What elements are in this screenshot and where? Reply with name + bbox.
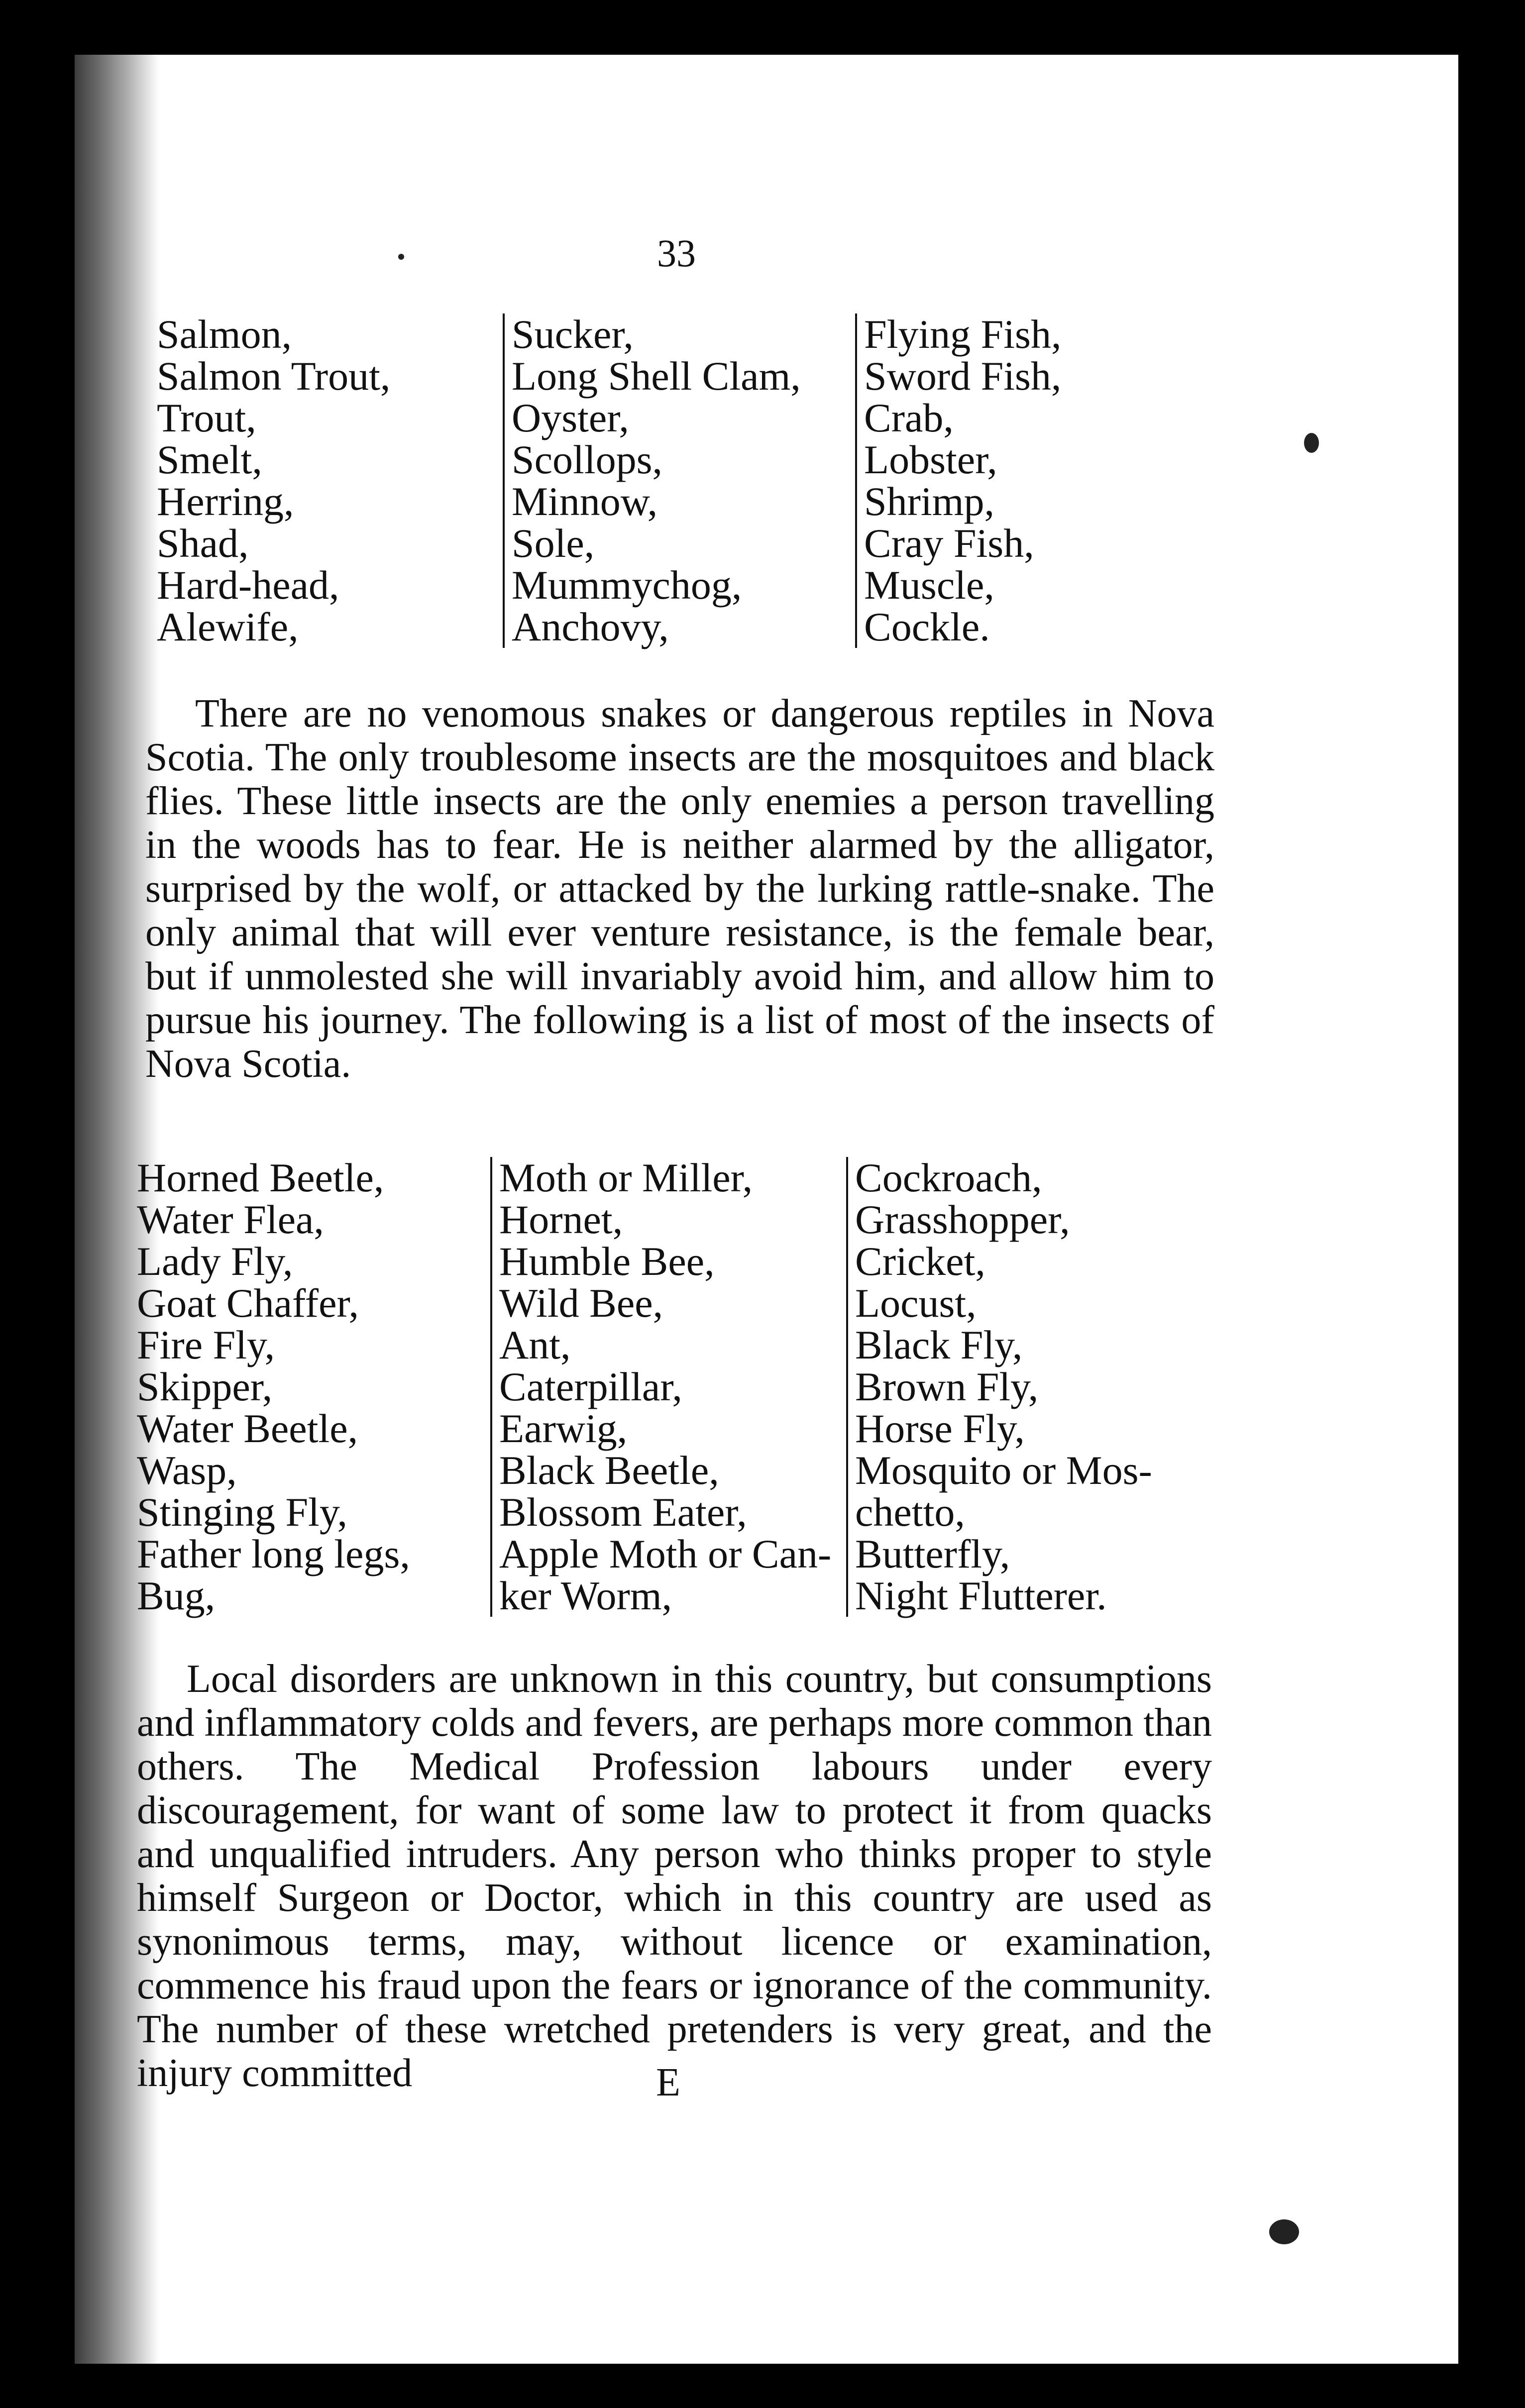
insect-list-item: Ant, (499, 1322, 571, 1367)
insect-list-item: Black Fly, (855, 1322, 1023, 1367)
insect-list-item: Wasp, (137, 1448, 237, 1493)
insect-list-item: Black Beetle, (499, 1448, 719, 1493)
fish-list-item: Minnow, (512, 479, 658, 524)
fish-list-item: Anchovy, (512, 604, 669, 649)
fish-list-item: Mummychog, (512, 562, 742, 608)
insect-list-item: Brown Fly, (855, 1364, 1039, 1409)
paragraph-disorders-text: Local disorders are unknown in this country, but consumptions and inflammatory colds and fevers, are perhaps more common than others. The Medical Profession labours under every discouragement, for want of some law to protect it from quacks and unqualified intruders. Any person who thinks proper to style himself Surgeon or Doctor, which in this country are used as synonimous terms, may, without licence or examination, commence his fraud upon the fears or ignorance of the community. The number of these wretched pretenders is very great, and the injury committed (137, 1657, 1212, 2095)
fish-list-item: Herring, (157, 479, 294, 524)
ink-speck (1269, 2219, 1299, 2244)
insect-list-item: Apple Moth or Can- (499, 1531, 832, 1576)
insect-list-item: Fire Fly, (137, 1322, 275, 1367)
insect-list-item: Butterfly, (855, 1531, 1010, 1576)
page-number: 33 (657, 231, 696, 275)
fish-list-item: Sword Fish, (864, 353, 1062, 399)
ink-speck (398, 254, 404, 260)
insect-list-item: Wild Bee, (499, 1280, 663, 1326)
fish-list-column-2 (503, 314, 801, 648)
insect-list-column-3 (846, 1157, 1152, 1617)
fish-list-item: Sole, (512, 521, 595, 566)
fish-list-item: Muscle, (864, 562, 994, 608)
insect-list-item: Cockroach, (855, 1155, 1042, 1200)
insect-list-column-2 (490, 1157, 831, 1617)
paragraph-reptiles-text: There are no venomous snakes or dangerous reptiles in Nova Scotia. The only troublesome insects are the mosquitoes and black flies. These little insects are the only enemies a person travelling in the woods has to fear. He is neither alarmed by the alligator, surprised by the wolf, or attacked by the lurking rattle-snake. The only animal that will ever venture resistance, is the female bear, but if unmolested she will invariably avoid him, and allow him to pursue his journey. The following is a list of most of the insects of Nova Scotia. (145, 692, 1214, 1086)
fish-list-item: Alewife, (157, 604, 299, 649)
fish-list-item: Flying Fish, (864, 312, 1062, 357)
fish-list-item: Salmon, (157, 312, 292, 357)
fish-list-item: Shrimp, (864, 479, 994, 524)
insect-list-item: Goat Chaffer, (137, 1280, 359, 1326)
insect-list-item: Water Beetle, (137, 1406, 358, 1451)
fish-list-item: Scollops, (512, 437, 662, 482)
fish-list-item: Oyster, (512, 395, 629, 440)
ink-speck (1304, 433, 1319, 453)
insect-list-item: Bug, (137, 1573, 216, 1618)
insect-list-item: Skipper, (137, 1364, 273, 1409)
insect-list-item: Night Flutterer. (855, 1573, 1107, 1618)
fish-list-column-1 (157, 314, 390, 648)
insect-list-item: Blossom Eater, (499, 1489, 747, 1535)
fish-list-item: Cray Fish, (864, 521, 1034, 566)
insect-list-column-1 (137, 1157, 410, 1617)
insect-list-item: Humble Bee, (499, 1239, 715, 1284)
paragraph-reptiles (145, 692, 1214, 1086)
insect-list-item: ker Worm, (499, 1573, 672, 1618)
fish-list-item: Lobster, (864, 437, 997, 482)
fish-list-item: Hard-head, (157, 562, 339, 608)
paragraph-disorders (137, 1657, 1212, 2095)
fish-list-item: Cockle. (864, 604, 990, 649)
insect-list-item: Cricket, (855, 1239, 985, 1284)
insect-list-item: Hornet, (499, 1197, 623, 1242)
fish-list-column-3 (855, 314, 1061, 648)
insect-list-item: Stinging Fly, (137, 1489, 348, 1535)
fish-list-item: Smelt, (157, 437, 262, 482)
insect-list-item: Mosquito or Mos- (855, 1448, 1152, 1493)
insect-list-item: Earwig, (499, 1406, 628, 1451)
insect-list-item: Horse Fly, (855, 1406, 1025, 1451)
insect-list-item: Moth or Miller, (499, 1155, 753, 1200)
fish-list-item: Sucker, (512, 312, 634, 357)
insect-list-item: Father long legs, (137, 1531, 410, 1576)
insect-list-item: Lady Fly, (137, 1239, 293, 1284)
fish-list-item: Trout, (157, 395, 256, 440)
fish-list-item: Salmon Trout, (157, 353, 391, 399)
insect-list-item: Horned Beetle, (137, 1155, 384, 1200)
insect-list-item: Water Flea, (137, 1197, 324, 1242)
fish-list-item: Long Shell Clam, (512, 353, 801, 399)
fish-list-item: Crab, (864, 395, 954, 440)
insect-list-item: Grasshopper, (855, 1197, 1070, 1242)
signature-mark: E (656, 2061, 680, 2104)
fish-list-item: Shad, (157, 521, 249, 566)
insect-list-item: Caterpillar, (499, 1364, 682, 1409)
insect-list-item: Locust, (855, 1280, 977, 1326)
insect-list-item: chetto, (855, 1489, 965, 1535)
